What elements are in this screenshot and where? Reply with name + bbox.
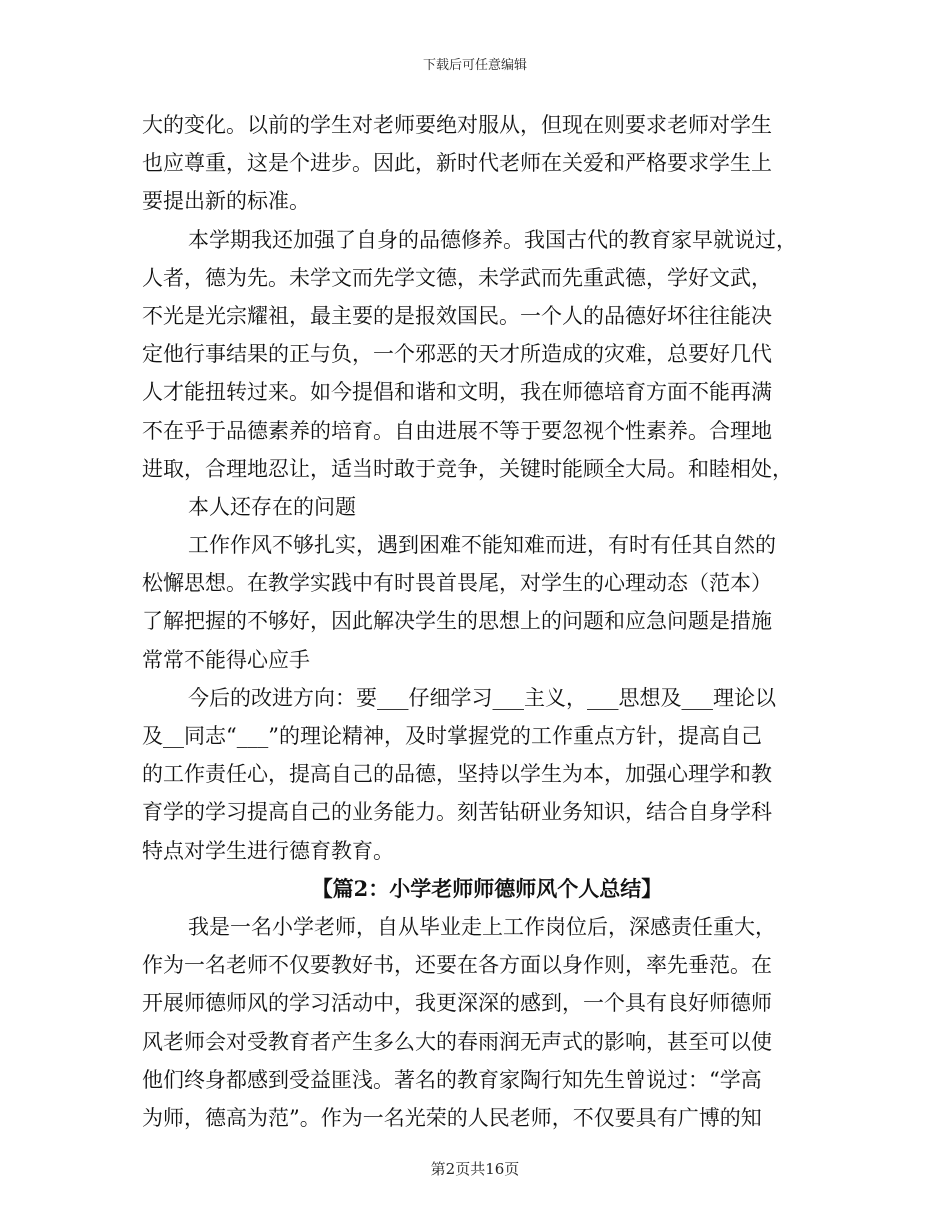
text-line: 风老师会对受教育者产生多么大的春雨润无声式的影响，甚至可以使 bbox=[142, 1029, 772, 1054]
text-line: 特点对学生进行德育教育。 bbox=[142, 838, 394, 863]
text-line: 人才能扭转过来。如今提倡和谐和文明，我在师德培育方面不能再满 bbox=[142, 380, 772, 405]
page-footer: 第2页共16页 bbox=[430, 1160, 520, 1178]
text-line: 为师，德高为范”。作为一名光荣的人民老师，不仅要具有广博的知 bbox=[142, 1105, 762, 1130]
text-line: 了解把握的不够好，因此解决学生的思想上的问题和应急问题是措施 bbox=[142, 609, 772, 634]
text-line: 进取，合理地忍让，适当时敢于竞争，关键时能顾全大局。和睦相处， bbox=[142, 456, 793, 481]
text-line: 松懈思想。在教学实践中有时畏首畏尾，对学生的心理动态（范本） bbox=[142, 571, 772, 596]
page-header: 下载后可任意编辑 bbox=[422, 58, 527, 73]
text-line: 不光是光宗耀祖，最主要的是报效国民。一个人的品德好坏往往能决 bbox=[142, 303, 772, 328]
text-line: 的工作责任心，提高自己的品德，坚持以学生为本，加强心理学和教 bbox=[142, 762, 772, 787]
text-line: 作为一名老师不仅要教好书，还要在各方面以身作则，率先垂范。在 bbox=[142, 953, 772, 978]
text-line: 我是一名小学老师，自从毕业走上工作岗位后，深感责任重大， bbox=[188, 914, 776, 939]
document-body bbox=[142, 106, 808, 1137]
text-line: 开展师德师风的学习活动中，我更深深的感到，一个具有良好师德师 bbox=[142, 991, 772, 1016]
text-line: 本学期我还加强了自身的品德修养。我国古代的教育家早就说过， bbox=[188, 227, 797, 252]
text-line: 及__同志“___”的理论精神，及时掌握党的工作重点方针，提高自己 bbox=[142, 724, 762, 748]
text-line: 也应尊重，这是个进步。因此，新时代老师在关爱和严格要求学生上 bbox=[142, 151, 772, 176]
text-line: 定他行事结果的正与负，一个邪恶的天才所造成的灾难，总要好几代 bbox=[142, 342, 772, 367]
text-line: 育学的学习提高自己的业务能力。刻苦钻研业务知识，结合自身学科 bbox=[142, 800, 772, 825]
text-line: 工作作风不够扎实，遇到困难不能知难而进，有时有任其自然的 bbox=[188, 533, 776, 558]
text-line: 他们终身都感到受益匪浅。著名的教育家陶行知先生曾说过：“学高 bbox=[142, 1067, 762, 1092]
text-line: 本人还存在的问题 bbox=[188, 494, 356, 519]
text-line: 人者，德为先。未学文而先学文德，未学武而先重武德，学好文武， bbox=[142, 265, 772, 290]
text-line: 大的变化。以前的学生对老师要绝对服从，但现在则要求老师对学生 bbox=[142, 113, 772, 137]
section-title: 【篇2：小学老师师德师风个人总结】 bbox=[311, 875, 663, 901]
text-line: 不在乎于品德素养的培育。自由进展不等于要忽视个性素养。合理地 bbox=[142, 418, 772, 443]
paragraph-group-2 bbox=[142, 908, 808, 1137]
text-line: 要提出新的标准。 bbox=[142, 189, 310, 214]
text-line: 今后的改进方向：要___仔细学习___主义，___思想及___理论以 bbox=[188, 685, 776, 710]
paragraph-group-1 bbox=[142, 106, 808, 870]
text-line: 常常不能得心应手 bbox=[142, 647, 310, 672]
